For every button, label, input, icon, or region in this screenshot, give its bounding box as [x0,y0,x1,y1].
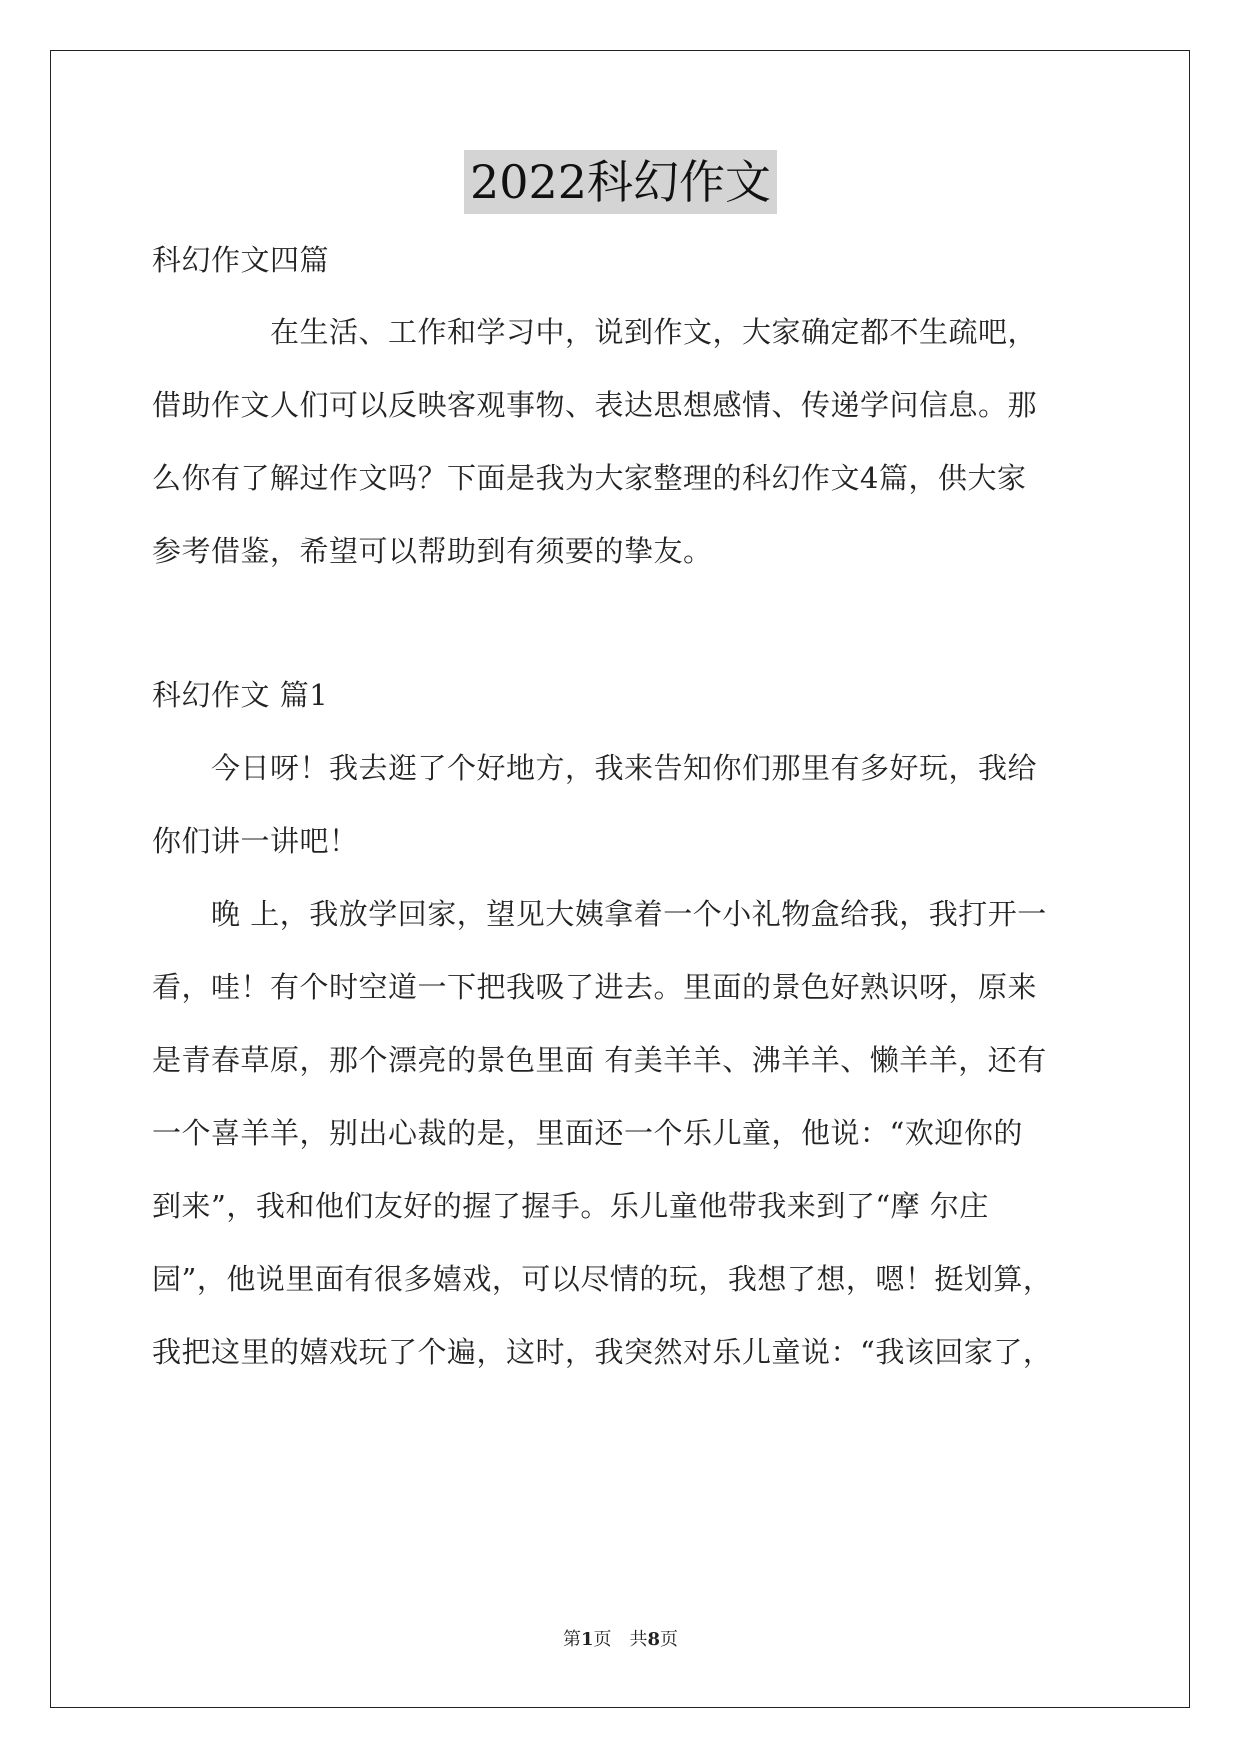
page-title: 2022科幻作文 [464,150,777,214]
intro-line-1: 在生活、工作和学习中，说到作文，大家确定都不生疏吧， [270,315,1038,349]
body-line-2: 你们讲一讲吧！ [152,824,359,858]
body-line-1: 今日呀！我去逛了个好地方，我来告知你们那里有多好玩，我给 [211,751,1038,785]
footer-mid: 页 共 [593,1629,648,1650]
body-line-3: 晚 上，我放学回家，望见大姨拿着一个小礼物盒给我，我打开一 [211,897,1047,931]
footer-total-pages: 8 [647,1629,661,1650]
footer-current-page: 1 [580,1629,594,1650]
section-heading: 科幻作文 篇1 [152,678,329,712]
footer-prefix: 第 [562,1629,581,1650]
body-line-6: 一个喜羊羊，别出心裁的是，里面还一个乐儿童，他说：“欢迎你的 [152,1116,1023,1150]
footer-suffix: 页 [660,1629,679,1650]
body-line-5: 是青春草原，那个漂亮的景色里面 有美羊羊、沸羊羊、懒羊羊，还有 [152,1043,1047,1077]
subtitle: 科幻作文四篇 [152,243,330,277]
intro-line-4: 参考借鉴，希望可以帮助到有须要的挚友。 [152,534,713,568]
body-line-8: 园”，他说里面有很多嬉戏，可以尽情的玩，我想了想，嗯！挺划算， [152,1262,1053,1296]
page-border [50,50,1190,1708]
body-line-7: 到来”，我和他们友好的握了握手。乐儿童他带我来到了“摩 尔庄 [152,1189,989,1223]
body-line-9: 我把这里的嬉戏玩了个遍，这时，我突然对乐儿童说：“我该回家了， [152,1335,1053,1369]
intro-line-2: 借助作文人们可以反映客观事物、表达思想感情、传递学问信息。那 [152,388,1038,422]
title-container [0,150,1241,214]
page-footer [0,1625,1241,1651]
intro-line-3: 么你有了解过作文吗？下面是我为大家整理的科幻作文4篇，供大家 [152,461,1027,495]
body-line-4: 看，哇！有个时空道一下把我吸了进去。里面的景色好熟识呀，原来 [152,970,1038,1004]
